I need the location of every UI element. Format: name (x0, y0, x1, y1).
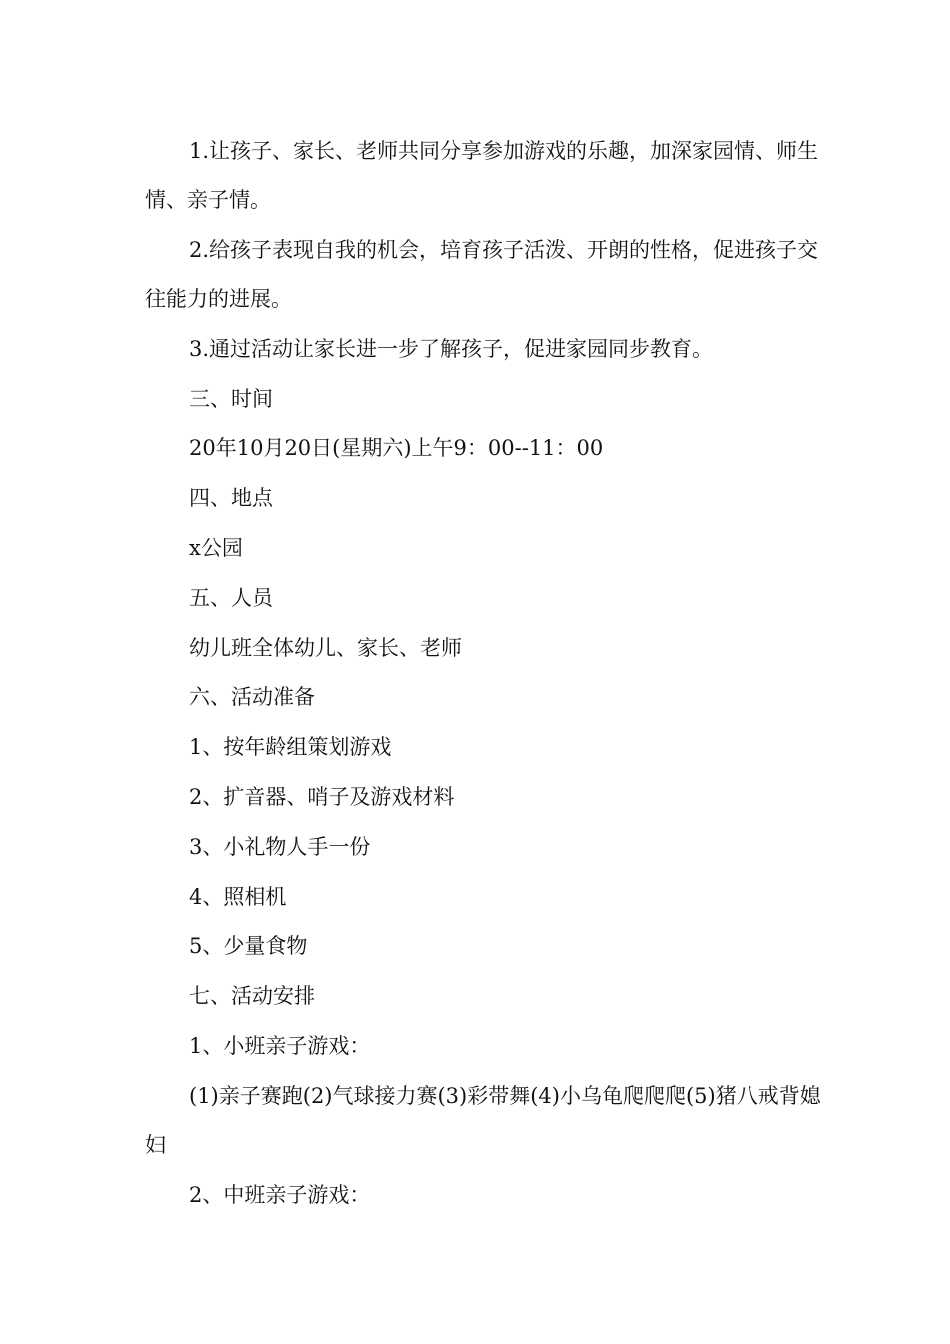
schedule-middle-class-heading: 2、中班亲子游戏： (189, 1183, 371, 1207)
preparation-item-5: 5、少量食物 (189, 934, 308, 958)
goal-paragraph-2: 2.给孩子表现自我的机会，培育孩子活泼、开朗的性格，促进孩子交往能力的进展。 (145, 238, 819, 311)
preparation-item-4: 4、照相机 (189, 885, 287, 909)
location-text: x公园 (189, 536, 243, 560)
section-heading-people: 五、人员 (189, 586, 273, 610)
goal-paragraph-3: 3.通过活动让家长进一步了解孩子，促进家园同步教育。 (189, 337, 714, 361)
section-heading-schedule: 七、活动安排 (189, 984, 315, 1008)
preparation-item-2: 2、扩音器、哨子及游戏材料 (189, 785, 455, 809)
schedule-small-class-heading: 1、小班亲子游戏： (189, 1034, 371, 1058)
people-text: 幼儿班全体幼儿、家长、老师 (189, 636, 462, 660)
section-heading-time: 三、时间 (189, 387, 273, 411)
preparation-item-3: 3、小礼物人手一份 (189, 835, 371, 859)
time-text: 20年10月20日(星期六)上午9：00--11：00 (189, 436, 604, 460)
goal-paragraph-1: 1.让孩子、家长、老师共同分享参加游戏的乐趣，加深家园情、师生情、亲子情。 (145, 139, 819, 212)
section-heading-preparation: 六、活动准备 (189, 685, 315, 709)
section-heading-location: 四、地点 (189, 486, 273, 510)
preparation-item-1: 1、按年龄组策划游戏 (189, 735, 392, 759)
schedule-small-class-games: (1)亲子赛跑(2)气球接力赛(3)彩带舞(4)小乌龟爬爬爬(5)猪八戒背媳妇 (145, 1084, 821, 1157)
